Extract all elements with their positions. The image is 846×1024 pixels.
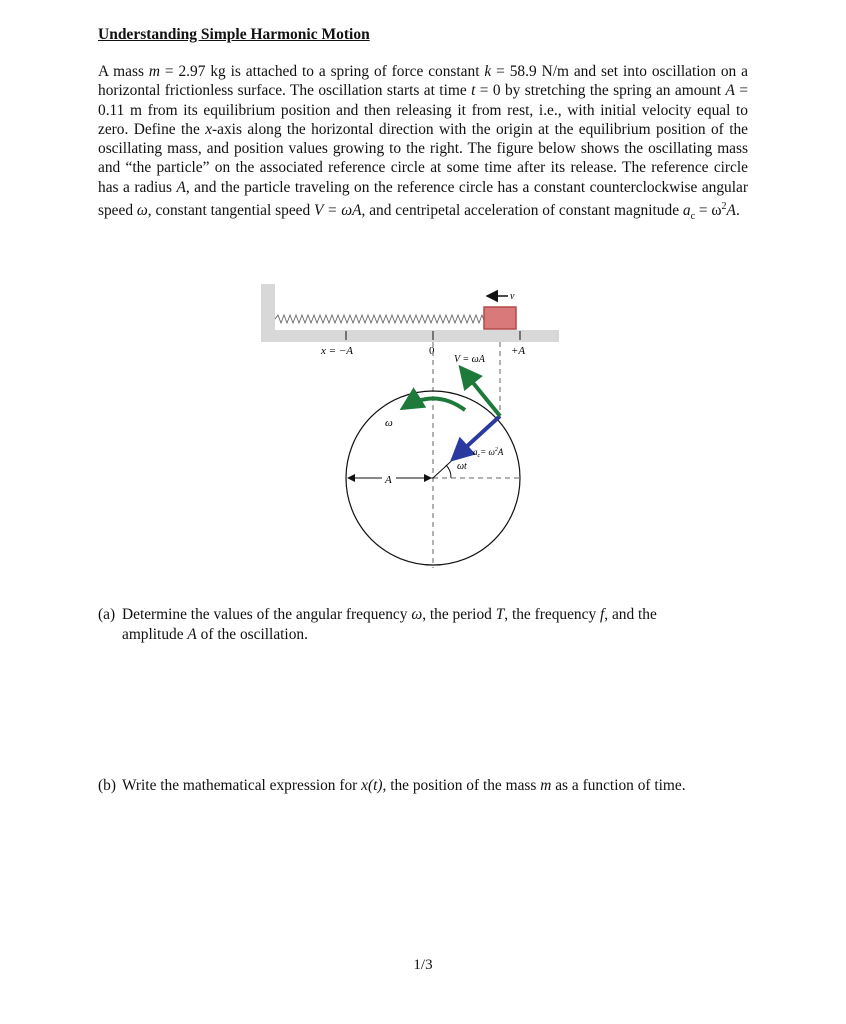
omega-label: ω: [385, 417, 393, 429]
tangential-velocity-arrow: [461, 368, 500, 416]
page-number: 1/3: [413, 957, 433, 973]
problem-statement: A mass m = 2.97 kg is attached to a spring of force constant k = 58.9 N/m and set into oscillation on a horizontal frictionless surface. The oscillation starts at time t = 0 by stretching the spring an amount A = 0.11 m from its equilibrium position and then releasing it from rest, i.e., with initial velocity equal to zero. Define the x-axis along the horizontal direction with the origin at the equilibrium position of the oscillating mass, and position values growing to the right. The figure below shows the oscillating mass and “the particle” on the associated reference circle at some time after its release. The reference circle has a radius A, and the particle traveling on the reference circle has a constant counterclockwise angular speed ω, constant tangential speed V = ωA, and centripetal acceleration of constant magnitude $a_c = \omega^2A$.: [98, 63, 748, 223]
question-a: (a) Determine the values of the angular frequency ω, the period T, the frequency f, and the amplitude A of the oscillation.: [98, 606, 657, 643]
question-b: (b) Write the mathematical expression for x(t), the position of the mass m as a function of time.: [98, 777, 686, 794]
floor: [261, 330, 559, 342]
ac-label: $a_c= \omega^2A$: [473, 447, 504, 459]
block-velocity-label: v: [510, 291, 515, 302]
spring: [275, 315, 495, 323]
label-neg-A: x = −A: [321, 345, 353, 357]
label-pos-A: +A: [511, 345, 526, 357]
rotation-arrow: [403, 398, 465, 410]
page-title: Understanding Simple Harmonic Motion: [98, 26, 370, 43]
V-label: V = ωA: [454, 354, 485, 365]
angle-arc: [446, 465, 451, 478]
mass-block: [484, 307, 516, 329]
shm-figure: [255, 278, 565, 578]
angle-label: ωt: [457, 461, 467, 472]
label-zero: 0: [429, 345, 435, 357]
radius-label: A: [385, 474, 392, 486]
